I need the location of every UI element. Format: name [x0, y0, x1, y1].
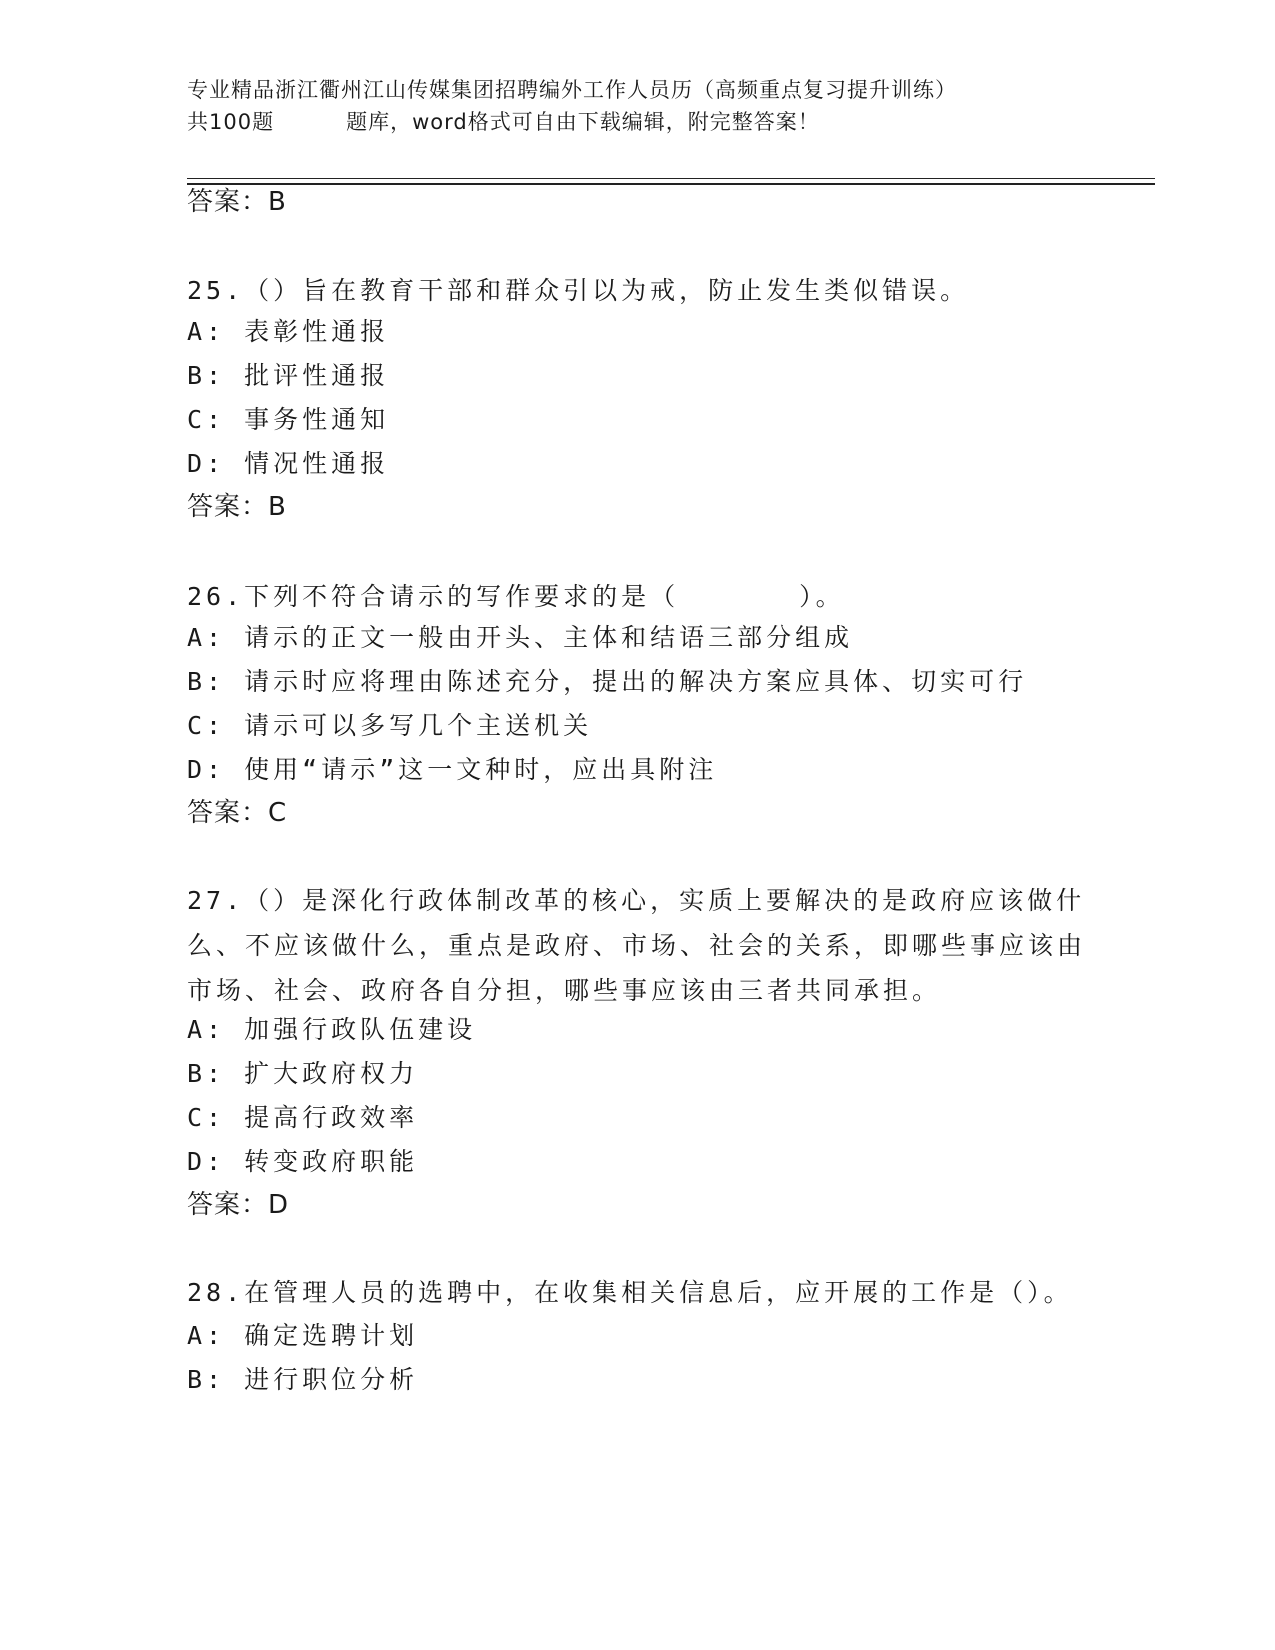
header-description: 题库，word格式可自由下载编辑，附完整答案！	[346, 110, 820, 134]
question-28-text: 28.在管理人员的选聘中，在收集相关信息后，应开展的工作是（）。	[187, 1278, 1073, 1307]
question-26-option-d: D: 使用“请示”这一文种时，应出具附注	[187, 755, 718, 784]
question-25-option-a: A: 表彰性通报	[187, 317, 390, 346]
header-subtitle-line	[187, 106, 1107, 138]
question-26-answer: 答案：C	[187, 798, 288, 828]
question-25-option-c: C: 事务性通知	[187, 405, 390, 434]
header-divider-thick	[187, 183, 1155, 185]
question-25-option-d: D: 情况性通报	[187, 449, 390, 478]
question-25-option-b: B: 批评性通报	[187, 361, 390, 390]
question-25-text: 25.（）旨在教育干部和群众引以为戒，防止发生类似错误。	[187, 276, 970, 305]
question-27-answer: 答案：D	[187, 1190, 290, 1220]
question-27-option-d: D: 转变政府职能	[187, 1147, 419, 1176]
question-27-text: 27.（）是深化行政体制改革的核心，实质上要解决的是政府应该做什么、不应该做什么，重点是政府、市场、社会的关系，即哪些事应该由市场、社会、政府各自分担，哪些事应该由三者共同承担。	[187, 886, 1087, 1005]
document-header	[187, 74, 1107, 138]
question-26-option-c: C: 请示可以多写几个主送机关	[187, 711, 593, 740]
header-title-line: 专业精品浙江衢州江山传媒集团招聘编外工作人员历（高频重点复习提升训练）	[187, 78, 957, 102]
question-26-text-end: ）。	[799, 582, 845, 611]
question-27-option-b: B: 扩大政府权力	[187, 1059, 419, 1088]
question-26-text-start: 26.下列不符合请示的写作要求的是（	[187, 582, 680, 611]
question-28-option-a: A: 确定选聘计划	[187, 1321, 419, 1350]
question-27-option-a: A: 加强行政队伍建设	[187, 1015, 477, 1044]
question-26-text	[187, 574, 1087, 619]
question-25-answer: 答案：B	[187, 492, 287, 522]
answer-prev: 答案：B	[187, 187, 287, 217]
question-27-option-c: C: 提高行政效率	[187, 1103, 419, 1132]
question-26-option-a: A: 请示的正文一般由开头、主体和结语三部分组成	[187, 623, 854, 652]
question-26-option-b: B: 请示时应将理由陈述充分，提出的解决方案应具体、切实可行	[187, 667, 1028, 696]
header-question-count: 共100题	[187, 110, 275, 134]
header-divider-thin	[187, 178, 1155, 179]
question-28-option-b: B: 进行职位分析	[187, 1365, 419, 1394]
